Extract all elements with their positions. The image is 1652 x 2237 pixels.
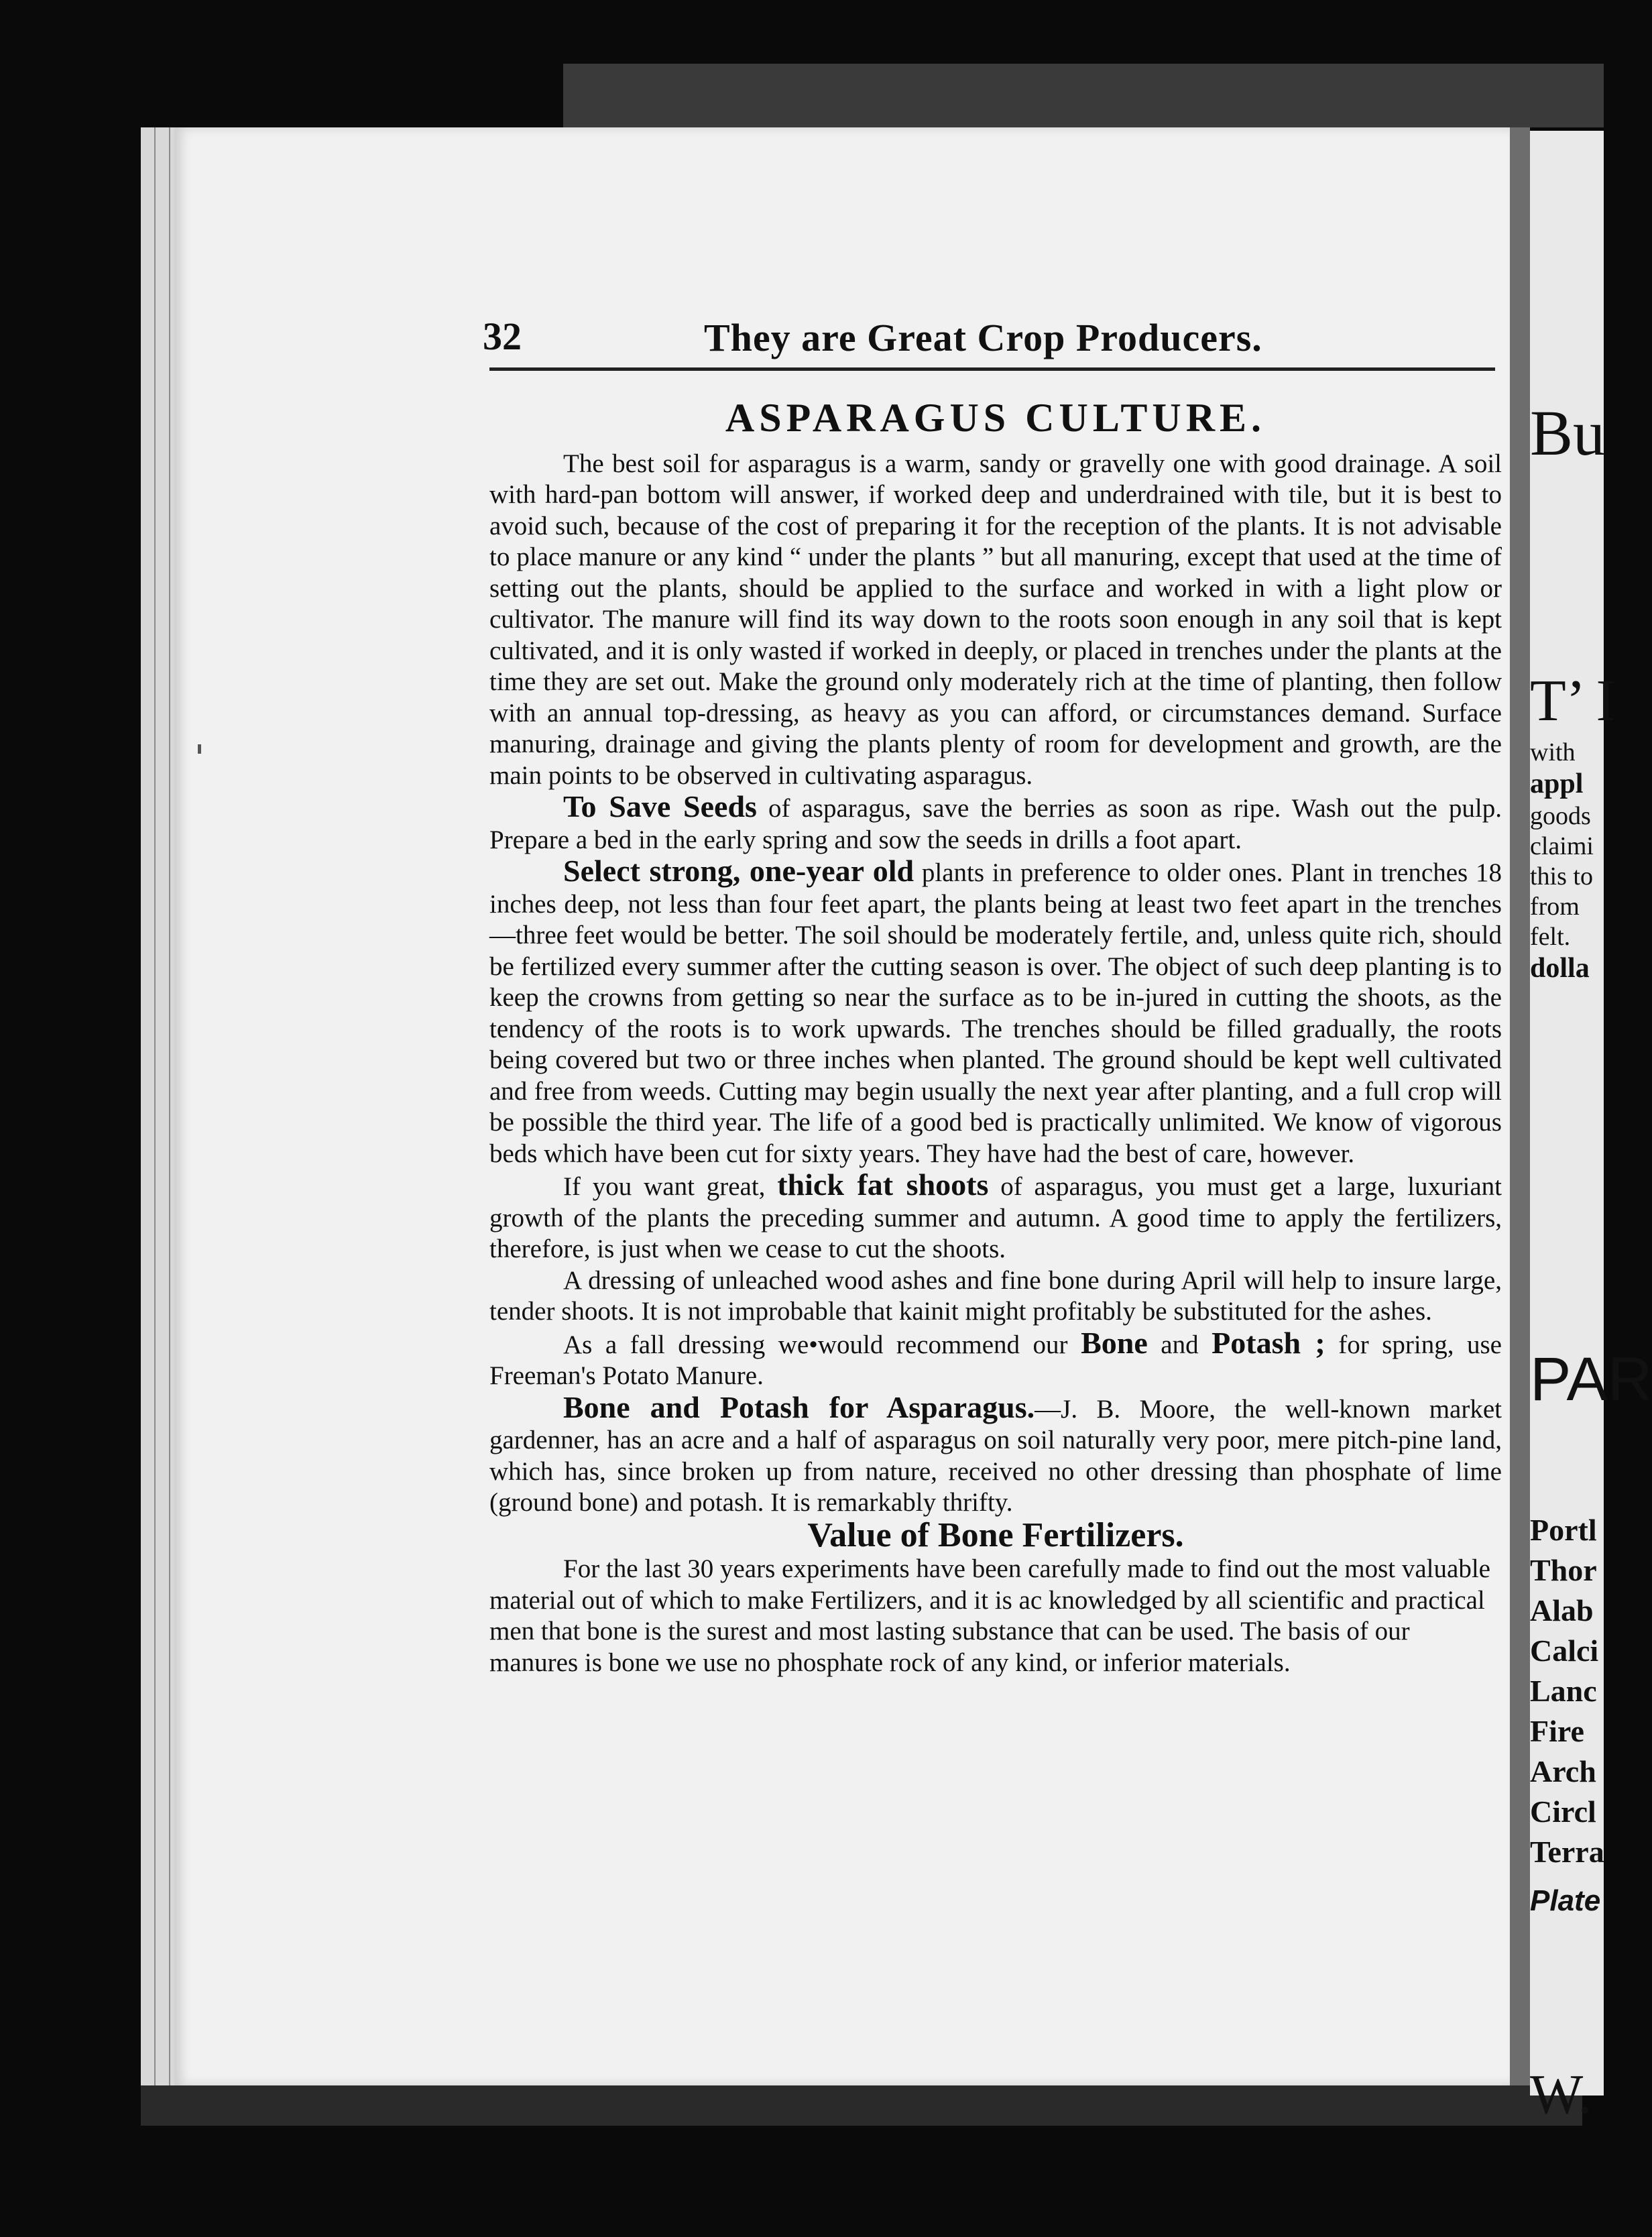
paragraph-bone-potash: Bone and Potash for Asparagus.—J. B. Moore, the well-known market gardenner, has an acre and a half of asparagus on soil naturally very poor, mere pitch-pine land, which has, since broken up from nature, received no other dressing than phosphate of lime (ground bone) and potash. It is remarkably thrifty.	[489, 1389, 1502, 1517]
fragment-line: with	[1530, 738, 1576, 766]
fragment-line: Circl	[1530, 1794, 1596, 1829]
fragment-line: claimi	[1530, 832, 1594, 860]
paragraph-soil: The best soil for asparagus is a warm, sandy or gravelly one with good drainage. A soil with hard-pan bottom will answer, if worked deep and underdrained with tile, but it is best to avoid such, because of the cost of preparing it for the reception of the plants. It is not advisable to place manure or any kind “ under the plants ” but all manuring, except that used at the time of setting out the plants, should be applied to the surface and worked in with a light plow or cultivator. The manure will find its way down to the roots soon enough in any soil that is kept cultivated, and it is only wasted if worked in deeply, or placed in trenches under the plants at the time they are set out. Make the ground only moderately rich at the time of planting, then follow with an annual top-dressing, as heavy as you can afford, or circumstances demand. Surface manuring, drainage and giving the plants plenty of room for development and growth, are the main points to be observed in cultivating asparagus.	[489, 449, 1502, 790]
page-bottom-shadow	[141, 2085, 1582, 2126]
fragment-line: Arch	[1530, 1754, 1596, 1788]
paragraph-thick-shoots: If you want great, thick fat shoots of asparagus, you must get a large, luxuriant growth of the plants the preceding summer and autumn. A good time to apply the fertilizers, therefore, is just when we cease to cut the shoots.	[489, 1167, 1502, 1263]
fragment-line: from	[1530, 893, 1580, 921]
lead-select-plants: Select strong, one-year old	[563, 854, 914, 888]
fragment-line: Lanc	[1530, 1674, 1597, 1708]
fragment-line: this to	[1530, 862, 1593, 891]
header-rule	[489, 367, 1495, 371]
lead-bone-potash: Bone and Potash for Asparagus.	[563, 1389, 1035, 1424]
fragment-line: felt.	[1530, 923, 1571, 951]
paragraph-wood-ashes: A dressing of unleached wood ashes and fine bone during April will help to insure large, tender shoots. It is not improbable that kainit might profitably be substituted for the ashes.	[489, 1265, 1502, 1326]
lead-thick-shoots: thick fat shoots	[777, 1167, 989, 1202]
fragment-line: T’ I	[1530, 669, 1616, 734]
book-spine-shadow	[563, 64, 1604, 127]
article-title: ASPARAGUS CULTURE.	[725, 396, 1266, 440]
fragment-line: appl	[1530, 768, 1584, 799]
page-number: 32	[483, 314, 522, 358]
subheading-value-bone: Value of Bone Fertilizers.	[807, 1515, 1184, 1554]
fragment-line: Fire	[1530, 1714, 1584, 1748]
fragment-line: Terra	[1530, 1835, 1604, 1869]
book-gutter	[1510, 127, 1530, 2085]
running-title: They are Great Crop Producers.	[704, 316, 1262, 359]
paragraph-save-seeds: To Save Seeds of asparagus, save the berries as soon as ripe. Wash out the pulp. Prepare a bed in the early spring and sow the seeds in drills a foot apart.	[489, 789, 1502, 854]
article-body	[489, 396, 1502, 1678]
paragraph-fall-dressing: As a fall dressing we•would recommend our Bone and Potash ; for spring, use Freeman's Potato Manure.	[489, 1325, 1502, 1390]
fragment-line: Thor	[1530, 1553, 1597, 1587]
fragment-line: goods	[1530, 802, 1591, 830]
margin-mark	[198, 744, 201, 754]
lead-save-seeds: To Save Seeds	[563, 789, 757, 823]
lead-potash: Potash ;	[1212, 1325, 1325, 1360]
paragraph-select-plants: Select strong, one-year old plants in preference to older ones. Plant in trenches 18 inches deep, not less than four feet apart, the plants being at least two feet apart in the trenches—three feet would be better. The soil should be moderately fertile, and, unless quite rich, should be fertilized every summer after the cutting season is over. The object of such deep planting is to keep the crowns from getting so near the surface as to be in-jured in cutting the shoots, as the tendency of the roots is to work upwards. The trenches should be filled gradually, the roots being covered but two or three inches when planted. The ground should be kept well cultivated and free from weeds. Cutting may begin usually the next year after planting, and a full crop will be possible the third year. The life of a good bed is practically unlimited. We know of vigorous beds which have been cut for sixty years. They have had the best of care, however.	[489, 854, 1502, 1168]
fragment-line: Alab	[1530, 1593, 1594, 1627]
fragment-line: Plate	[1530, 1884, 1601, 1917]
fragment-line: Calci	[1530, 1633, 1599, 1668]
lead-bone: Bone	[1081, 1325, 1148, 1360]
fragment-line: PAR	[1530, 1345, 1652, 1414]
facing-page-fragment	[1530, 131, 1652, 2126]
fragment-line: W.	[1530, 2063, 1592, 2126]
fragment-line: dolla	[1530, 953, 1590, 984]
fragment-line: Bu	[1530, 397, 1606, 469]
paragraph-value-bone: For the last 30 years experiments have been carefully made to find out the most valuable material out of which to make Fertilizers, and it is ac knowledged by all scientific and practical men that bone is the surest and most lasting substance that can be used. The basis of our manures is bone we use no phosphate rock of any kind, or inferior materials.	[489, 1554, 1490, 1677]
fragment-line: Portl	[1530, 1513, 1597, 1547]
